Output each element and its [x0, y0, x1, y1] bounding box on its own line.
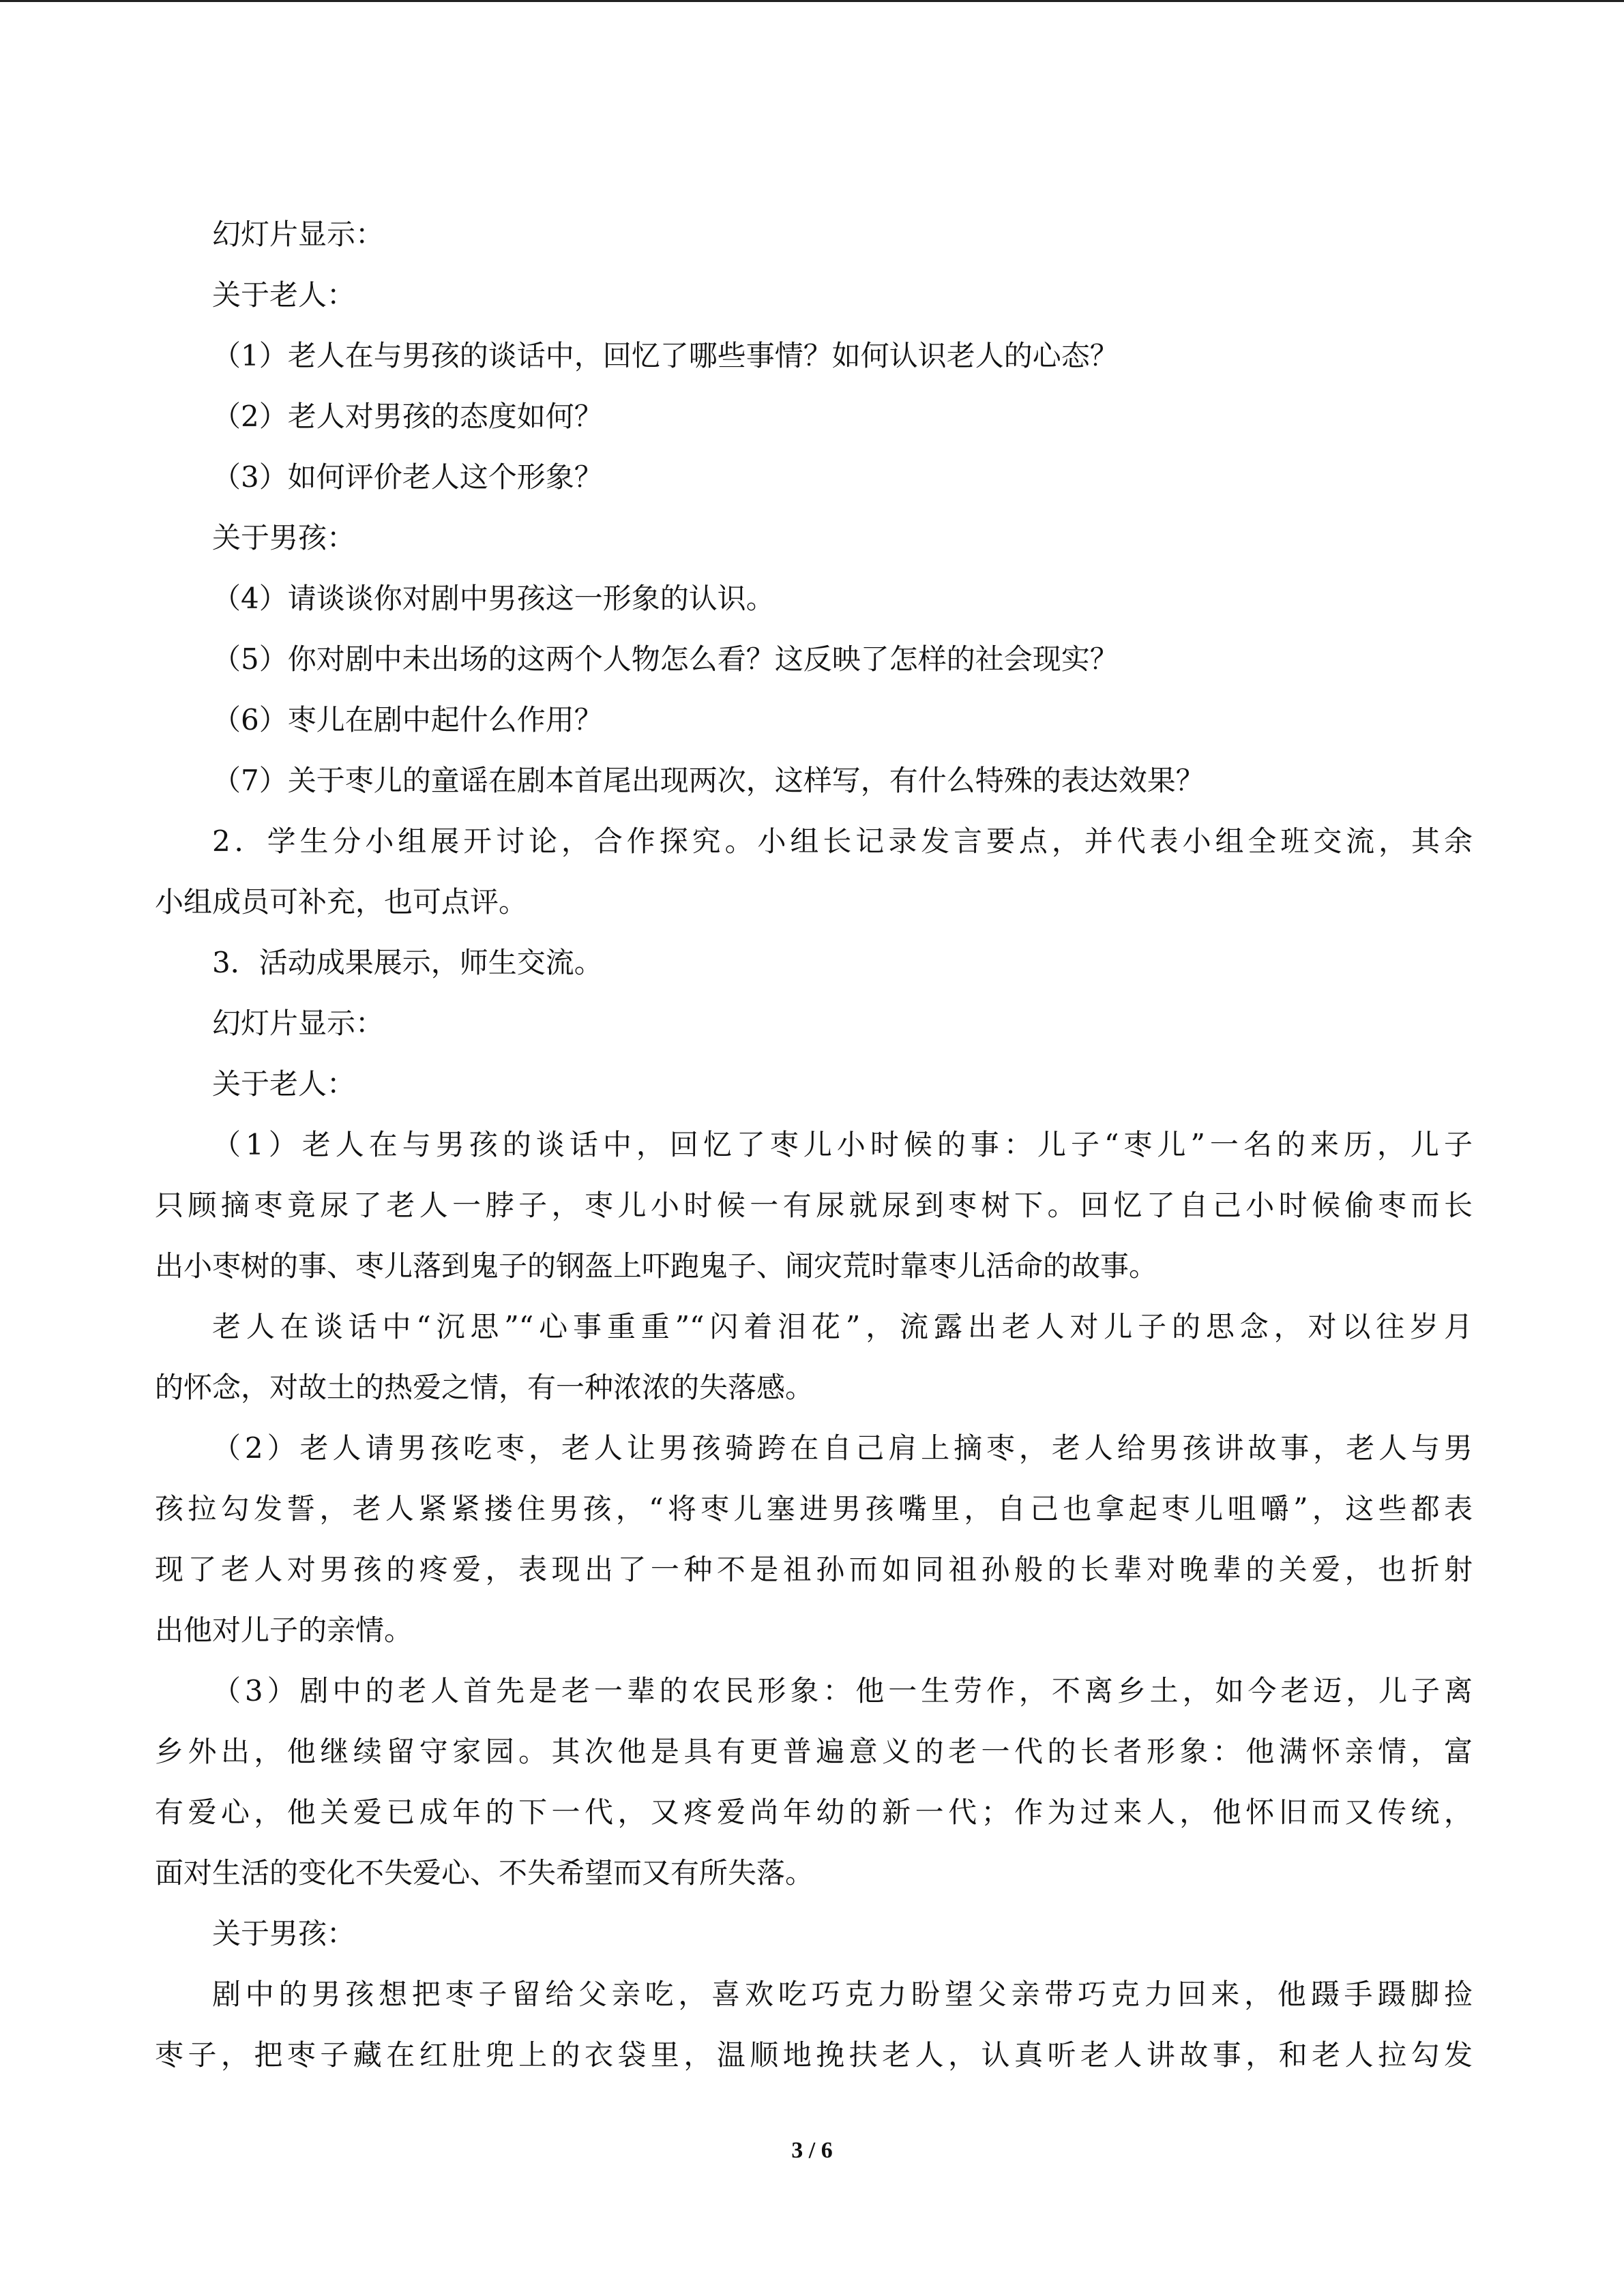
answer-2-line: 现了老人对男孩的疼爱，表现出了一种不是祖孙而如同祖孙般的长辈对晚辈的关爱，也折射: [155, 1553, 1473, 1586]
question-4: （4）请谈谈你对剧中男孩这一形象的认识。: [212, 582, 775, 615]
text-line: 关于男孩：: [212, 521, 356, 554]
paragraph-line: 的怀念，对故土的热爱之情，有一种浓浓的失落感。: [155, 1371, 814, 1404]
question-2: （2）老人对男孩的态度如何？: [212, 400, 603, 433]
paragraph-line: 枣子，把枣子藏在红肚兜上的衣袋里，温顺地挽扶老人，认真听老人讲故事，和老人拉勾发: [155, 2038, 1473, 2072]
paragraph-line: 3．活动成果展示，师生交流。: [212, 946, 603, 979]
answer-3-line: 面对生活的变化不失爱心、不失希望而又有所失落。: [155, 1856, 814, 1890]
paragraph-line: 小组成员可补充，也可点评。: [155, 885, 528, 919]
answer-3-line: 有爱心，他关爱已成年的下一代，又疼爱尚年幼的新一代；作为过来人，他怀旧而又传统，: [155, 1795, 1473, 1829]
question-1: （1）老人在与男孩的谈话中，回忆了哪些事情？如何认识老人的心态？: [212, 339, 1119, 372]
answer-3-line: 乡外出，他继续留守家园。其次他是具有更普遍意义的老一代的长者形象：他满怀亲情，富: [155, 1735, 1473, 1768]
paragraph-line: 老人在谈话中“沉思”“心事重重”“闪着泪花”，流露出老人对儿子的思念，对以往岁月: [212, 1310, 1473, 1343]
answer-2-line: 出他对儿子的亲情。: [155, 1613, 413, 1647]
answer-2-line: 孩拉勾发誓，老人紧紧搂住男孩，“将枣儿塞进男孩嘴里，自己也拿起枣儿咀嚼”，这些都表: [155, 1492, 1473, 1525]
text-line: 幻灯片显示：: [212, 1007, 385, 1040]
answer-1-line: （1）老人在与男孩的谈话中，回忆了枣儿小时候的事：儿子“枣儿”一名的来历，儿子: [212, 1128, 1473, 1161]
question-3: （3）如何评价老人这个形象？: [212, 460, 603, 494]
answer-1-line: 出小枣树的事、枣儿落到鬼子的钢盔上吓跑鬼子、闹灾荒时靠枣儿活命的故事。: [155, 1249, 1158, 1283]
text-line: 关于老人：: [212, 1067, 356, 1101]
text-line: 关于男孩：: [212, 1917, 356, 1950]
paragraph-line: 剧中的男孩想把枣子留给父亲吃，喜欢吃巧克力盼望父亲带巧克力回来，他蹑手蹑脚捡: [212, 1978, 1473, 2011]
answer-3-line: （3）剧中的老人首先是老一辈的农民形象：他一生劳作，不离乡土，如今老迈，儿子离: [212, 1674, 1473, 1708]
answer-2-line: （2）老人请男孩吃枣，老人让男孩骑跨在自己肩上摘枣，老人给男孩讲故事，老人与男: [212, 1431, 1473, 1465]
text-line: 幻灯片显示：: [212, 218, 385, 251]
page-number: 3 / 6: [791, 2138, 833, 2163]
text-line: 关于老人：: [212, 278, 356, 312]
question-5: （5）你对剧中未出场的这两个人物怎么看？这反映了怎样的社会现实？: [212, 642, 1119, 676]
paragraph-line: 2．学生分小组展开讨论，合作探究。小组长记录发言要点，并代表小组全班交流，其余: [212, 824, 1473, 858]
question-7: （7）关于枣儿的童谣在剧本首尾出现两次，这样写，有什么特殊的表达效果？: [212, 764, 1205, 797]
answer-1-line: 只顾摘枣竟尿了老人一脖子，枣儿小时候一有尿就尿到枣树下。回忆了自己小时候偷枣而长: [155, 1189, 1473, 1222]
question-6: （6）枣儿在剧中起什么作用？: [212, 703, 603, 736]
